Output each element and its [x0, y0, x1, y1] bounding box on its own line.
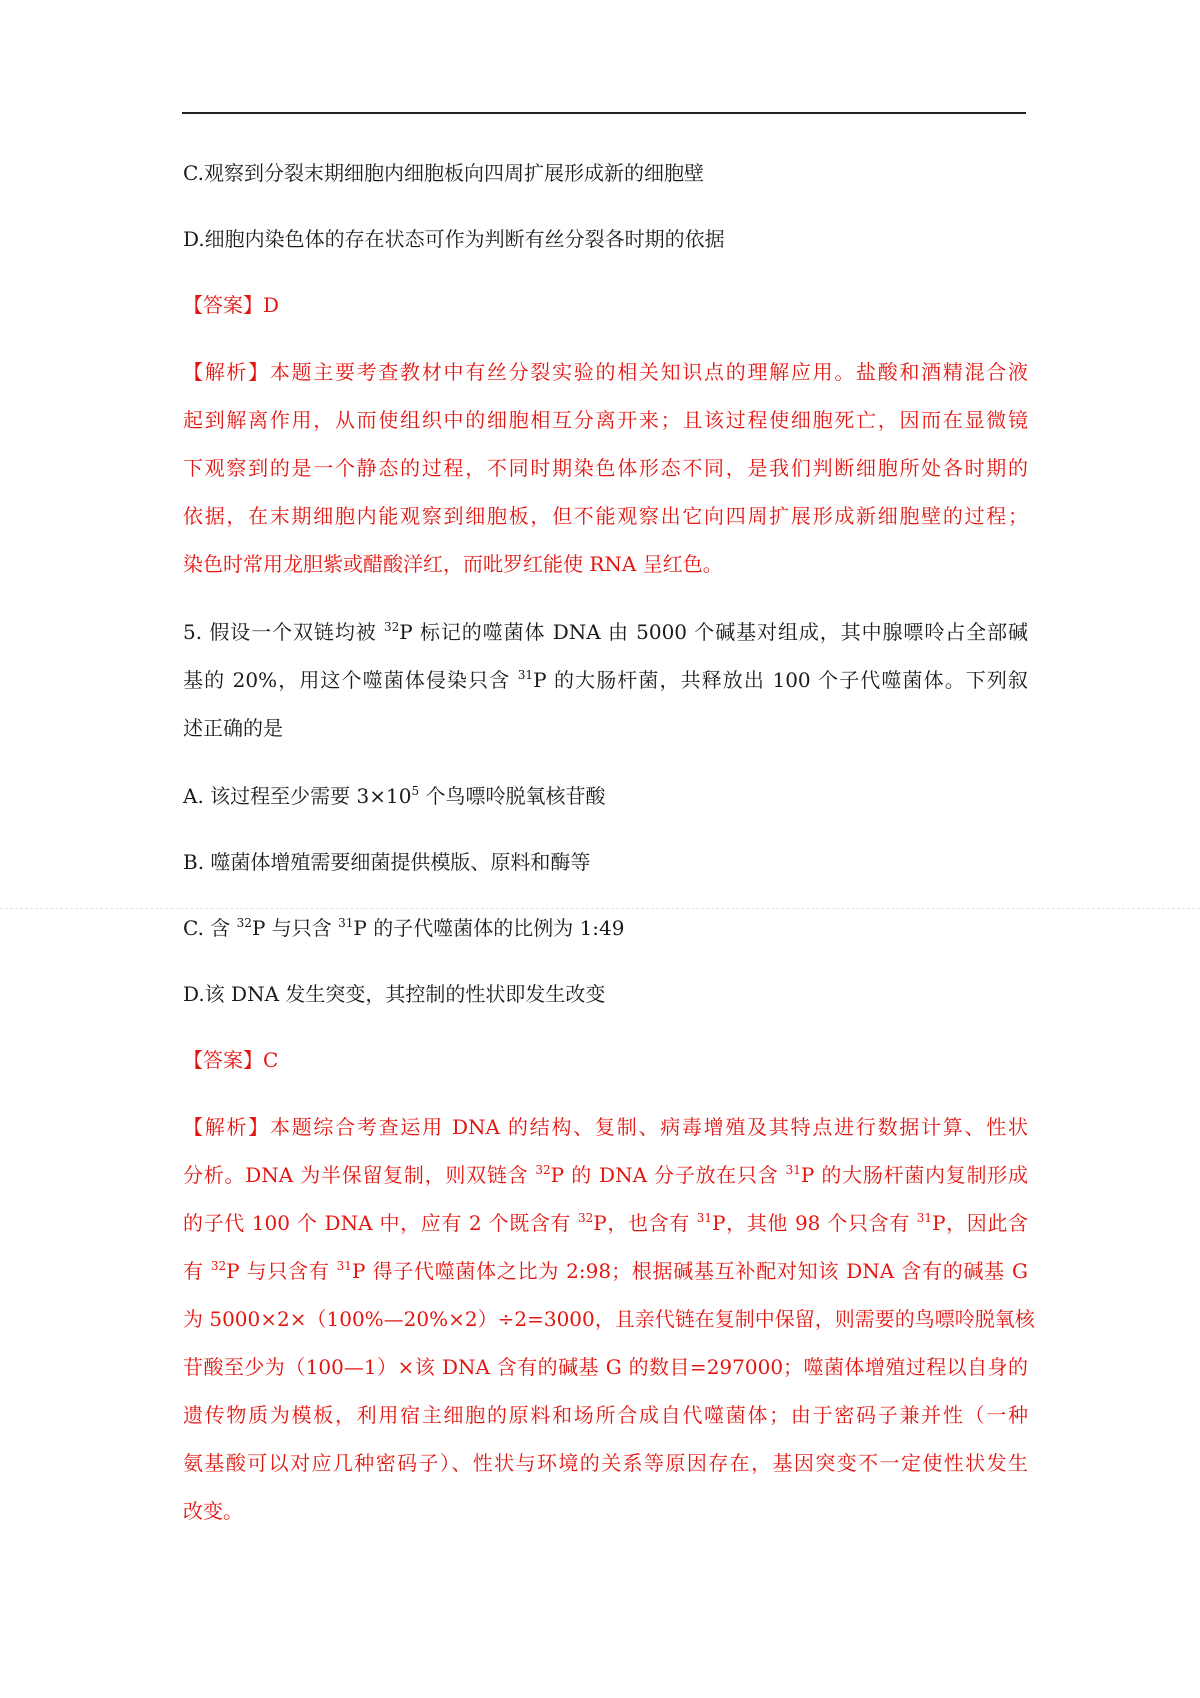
q5-stem-line: 5. 假设一个双链均被 $^{32}$P 标记的噬菌体 DNA 由 5000 个碱基对组成，其中腺嘌呤占全部碱 [183, 620, 1029, 644]
q5-option-c: C. 含 $^{32}$P 与只含 $^{31}$P 的子代噬菌体的比例为 1:49 [183, 916, 625, 940]
q5-analysis-line: 为 5000×2×（100%—20%×2）÷2=3000，且亲代链在复制中保留，则需要的鸟嘌呤脱氧核 [183, 1307, 1035, 1331]
q5-answer-label: 【答案】 [183, 1048, 263, 1072]
q4-analysis-line: 依据，在末期细胞内能观察到细胞板，但不能观察出它向四周扩展形成新细胞壁的过程； [183, 504, 1028, 528]
page-divider [0, 908, 1200, 909]
q5-analysis-line: 【解析】本题综合考查运用 DNA 的结构、复制、病毒增殖及其特点进行数据计算、性状 [183, 1115, 1028, 1139]
q5-analysis-line: 遗传物质为模板，利用宿主细胞的原料和场所合成自代噬菌体；由于密码子兼并性（一种 [183, 1403, 1028, 1427]
q5-analysis-line: 的子代 100 个 DNA 中，应有 2 个既含有 $^{32}$P，也含有 $^{31}$P，其他 98 个只含有 $^{31}$P，因此含 [183, 1211, 1028, 1235]
q4-analysis-line: 起到解离作用，从而使组织中的细胞相互分离开来；且该过程使细胞死亡，因而在显微镜 [183, 408, 1028, 432]
q4-analysis-line: 【解析】本题主要考查教材中有丝分裂实验的相关知识点的理解应用。盐酸和酒精混合液 [183, 360, 1029, 384]
q4-analysis-line: 下观察到的是一个静态的过程，不同时期染色体形态不同，是我们判断细胞所处各时期的 [183, 456, 1028, 480]
q4-analysis-line: 染色时常用龙胆紫或醋酸洋红，而吡罗红能使 RNA 呈红色。 [183, 552, 723, 576]
q4-answer-value: D [263, 293, 280, 317]
q5-answer [183, 1045, 1028, 1075]
q5-analysis-label: 【解析】 [183, 1115, 270, 1139]
q5-option-d: D.该 DNA 发生突变，其控制的性状即发生改变 [183, 982, 606, 1006]
q5-answer-value: C [263, 1048, 279, 1072]
q5-stem-line: 基的 20%，用这个噬菌体侵染只含 $^{31}$P 的大肠杆菌，共释放出 100 个子代噬菌体。下列叙 [183, 668, 1029, 692]
q5-stem-line: 述正确的是 [183, 716, 283, 740]
q4-answer-label: 【答案】 [183, 293, 263, 317]
q4-analysis-label: 【解析】 [183, 360, 270, 384]
q4-option-d: D.细胞内染色体的存在状态可作为判断有丝分裂各时期的依据 [183, 227, 725, 251]
q5-analysis-line: 有 $^{32}$P 与只含有 $^{31}$P 得子代噬菌体之比为 2:98；根据碱基互补配对知该 DNA 含有的碱基 G [183, 1259, 1028, 1283]
q5-analysis-line: 分析。DNA 为半保留复制，则双链含 $^{32}$P 的 DNA 分子放在只含 $^{31}$P 的大肠杆菌内复制形成 [183, 1163, 1028, 1187]
header-rule [182, 112, 1026, 114]
q4-option-c: C.观察到分裂末期细胞内细胞板向四周扩展形成新的细胞壁 [183, 161, 704, 185]
q5-option-a: A. 该过程至少需要 $3\times 10^5$ 个鸟嘌呤脱氧核苷酸 [183, 784, 606, 808]
q5-analysis-line: 改变。 [183, 1499, 243, 1523]
q5-option-b: B. 噬菌体增殖需要细菌提供模版、原料和酶等 [183, 850, 591, 874]
q4-answer [183, 290, 1028, 320]
q5-analysis-line: 氨基酸可以对应几种密码子）、性状与环境的关系等原因存在，基因突变不一定使性状发生 [183, 1451, 1028, 1475]
q5-analysis-line: 苷酸至少为（100—1）×该 DNA 含有的碱基 G 的数目=297000；噬菌体增殖过程以自身的 [183, 1355, 1028, 1379]
